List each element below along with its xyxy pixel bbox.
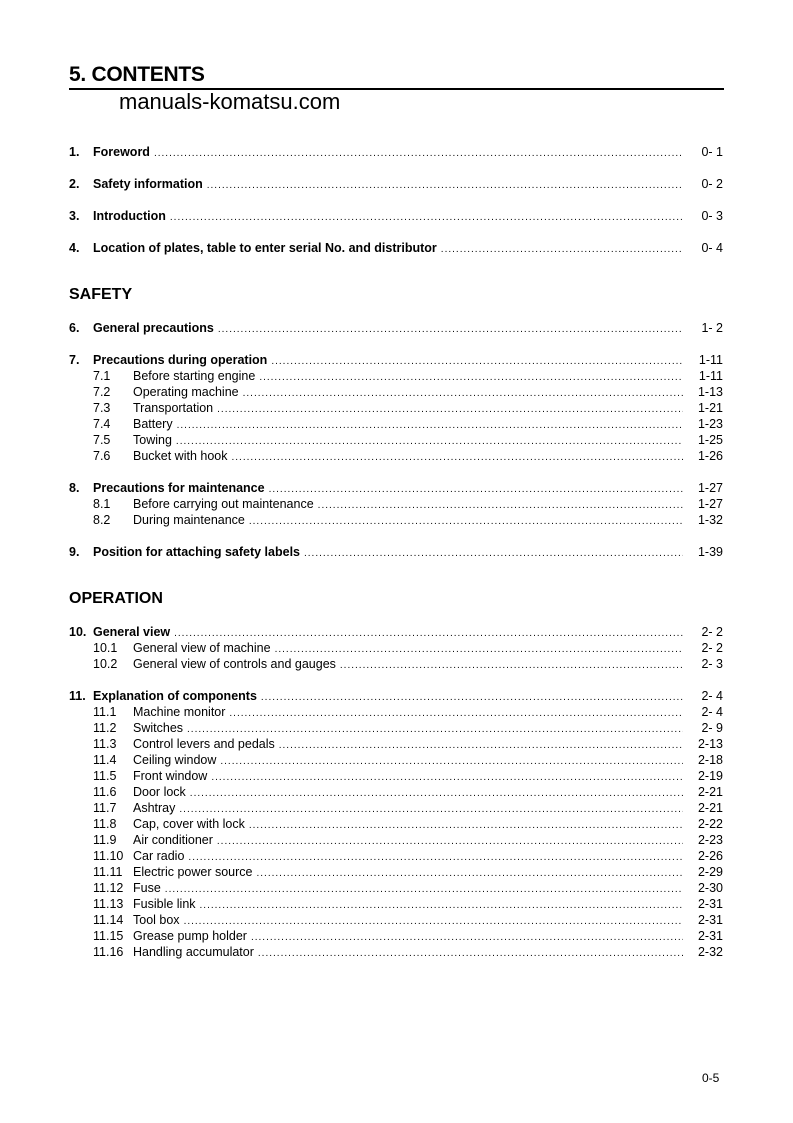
entry-number: 7.2 — [93, 385, 111, 399]
entry-page: 2-31 — [697, 913, 723, 927]
entry-label: Before carrying out maintenance — [133, 497, 314, 511]
entry-label: Precautions during operation — [93, 353, 268, 367]
entry-number: 11.4 — [93, 753, 117, 767]
watermark: manuals-komatsu.com — [119, 89, 341, 114]
entry-page: 2- 9 — [701, 721, 723, 735]
entry-label: Handling accumulator — [133, 945, 254, 959]
toc-subentry[interactable] — [69, 784, 723, 800]
entry-label: Electric power source — [133, 865, 253, 879]
entry-page: 2-26 — [697, 849, 723, 863]
entry-page: 1- 2 — [701, 321, 723, 335]
toc-subentry[interactable] — [69, 864, 723, 880]
toc-subentry[interactable] — [69, 512, 723, 528]
entry-label: Fusible link — [133, 897, 196, 911]
dot-leader — [170, 210, 683, 226]
entry-number: 11.10 — [93, 849, 124, 863]
dot-leader — [258, 946, 683, 962]
entry-number: 7.6 — [93, 449, 111, 463]
toc-subentry[interactable] — [69, 944, 723, 960]
toc-entry-general-precautions[interactable] — [69, 320, 723, 336]
entry-number: 11.3 — [93, 737, 117, 751]
dot-leader — [218, 322, 683, 338]
dot-leader — [207, 178, 683, 194]
entry-number: 8.1 — [93, 497, 111, 511]
toc-entry-introduction[interactable] — [69, 208, 723, 224]
entry-label: Safety information — [93, 177, 203, 191]
toc-entry-precautions-during-operation[interactable] — [69, 352, 723, 368]
entry-page: 0- 1 — [701, 145, 723, 159]
toc-subentry[interactable] — [69, 752, 723, 768]
entry-page: 1-21 — [697, 401, 723, 415]
entry-page: 1-23 — [697, 417, 723, 431]
entry-label: General view of controls and gauges — [133, 657, 336, 671]
entry-number: 11.5 — [93, 769, 117, 783]
entry-label: Ceiling window — [133, 753, 217, 767]
entry-page: 1-27 — [697, 481, 723, 495]
toc-subentry[interactable] — [69, 656, 723, 672]
entry-number: 7.1 — [93, 369, 111, 383]
entry-label: During maintenance — [133, 513, 245, 527]
entry-number: 11.15 — [93, 929, 124, 943]
entry-label: Car radio — [133, 849, 185, 863]
toc-subentry[interactable] — [69, 448, 723, 464]
toc-subentry[interactable] — [69, 416, 723, 432]
entry-number: 11.13 — [93, 897, 124, 911]
entry-number: 11.11 — [93, 865, 123, 879]
entry-label: Operating machine — [133, 385, 239, 399]
entry-page: 2-30 — [697, 881, 723, 895]
entry-number: 4. — [69, 241, 80, 255]
entry-page: 1-11 — [698, 369, 723, 383]
entry-page: 2- 4 — [701, 689, 723, 703]
entry-label: Machine monitor — [133, 705, 226, 719]
dot-leader — [154, 146, 683, 162]
entry-number: 10.1 — [93, 641, 118, 655]
entry-page: 2-21 — [697, 801, 723, 815]
entry-page: 1-11 — [698, 353, 723, 367]
entry-page: 0- 3 — [701, 209, 723, 223]
entry-number: 11.7 — [93, 801, 117, 815]
section-heading-operation: OPERATION — [69, 590, 163, 607]
entry-label: Battery — [133, 417, 173, 431]
footer-page-number: 0-5 — [702, 1071, 720, 1085]
entry-number: 3. — [69, 209, 80, 223]
dot-leader — [340, 658, 683, 674]
toc-subentry[interactable] — [69, 704, 723, 720]
entry-label: Towing — [133, 433, 172, 447]
toc-subentry[interactable] — [69, 768, 723, 784]
entry-page: 1-39 — [697, 545, 723, 559]
entry-page: 2- 2 — [701, 625, 723, 639]
entry-page: 2-21 — [697, 785, 723, 799]
entry-label: General view — [93, 625, 171, 639]
toc-subentry[interactable] — [69, 736, 723, 752]
toc-subentry[interactable] — [69, 816, 723, 832]
entry-page: 2-31 — [697, 929, 723, 943]
entry-page: 2-22 — [697, 817, 723, 831]
entry-page: 1-26 — [697, 449, 723, 463]
entry-number: 9. — [69, 545, 80, 559]
dot-leader — [249, 514, 683, 530]
toc-entry-foreword[interactable] — [69, 144, 723, 160]
entry-label: Bucket with hook — [133, 449, 228, 463]
entry-label: Foreword — [93, 145, 150, 159]
entry-page: 1-25 — [697, 433, 723, 447]
entry-page: 2-23 — [697, 833, 723, 847]
section-heading-safety: SAFETY — [69, 286, 133, 303]
toc-entry-safety-labels[interactable] — [69, 544, 723, 560]
entry-page: 2-13 — [697, 737, 723, 751]
entry-number: 11.2 — [93, 721, 117, 735]
entry-number: 11.9 — [93, 833, 117, 847]
entry-number: 11.14 — [93, 913, 124, 927]
toc-subentry[interactable] — [69, 432, 723, 448]
entry-page: 0- 2 — [701, 177, 723, 191]
dot-leader — [441, 242, 683, 258]
entry-number: 8.2 — [93, 513, 111, 527]
toc-subentry[interactable] — [69, 384, 723, 400]
entry-number: 10.2 — [93, 657, 118, 671]
entry-label: General view of machine — [133, 641, 271, 655]
entry-label: Precautions for maintenance — [93, 481, 265, 495]
entry-label: Control levers and pedals — [133, 737, 275, 751]
entry-page: 2- 3 — [701, 657, 723, 671]
entry-page: 2- 2 — [701, 641, 723, 655]
toc-subentry[interactable] — [69, 928, 723, 944]
entry-number: 1. — [69, 145, 80, 159]
toc-subentry[interactable] — [69, 368, 723, 384]
entry-label: Explanation of components — [93, 689, 257, 703]
toc-subentry[interactable] — [69, 832, 723, 848]
entry-label: Transportation — [133, 401, 214, 415]
entry-page: 2-32 — [697, 945, 723, 959]
entry-label: Grease pump holder — [133, 929, 247, 943]
entry-label: General precautions — [93, 321, 214, 335]
entry-number: 11.1 — [93, 705, 117, 719]
entry-number: 11.8 — [93, 817, 117, 831]
entry-label: Tool box — [133, 913, 180, 927]
toc-subentry[interactable] — [69, 880, 723, 896]
toc-entry-location-of-plates[interactable] — [69, 240, 723, 256]
entry-label: Position for attaching safety labels — [93, 545, 300, 559]
entry-number: 7.3 — [93, 401, 111, 415]
entry-number: 10. — [69, 625, 87, 639]
entry-number: 7.4 — [93, 417, 111, 431]
toc-subentry[interactable] — [69, 800, 723, 816]
toc-entry-safety-information[interactable] — [69, 176, 723, 192]
entry-page: 2-29 — [697, 865, 723, 879]
entry-number: 11.6 — [93, 785, 117, 799]
entry-number: 11.12 — [93, 881, 124, 895]
entry-label: Cap, cover with lock — [133, 817, 245, 831]
entry-number: 11.16 — [93, 945, 124, 959]
entry-page: 1-32 — [697, 513, 723, 527]
entry-label: Door lock — [133, 785, 186, 799]
toc-subentry[interactable] — [69, 896, 723, 912]
entry-page: 1-27 — [697, 497, 723, 511]
toc-subentry[interactable] — [69, 496, 723, 512]
entry-number: 8. — [69, 481, 80, 495]
entry-number: 6. — [69, 321, 80, 335]
toc-subentry[interactable] — [69, 912, 723, 928]
entry-label: Switches — [133, 721, 184, 735]
page-title: 5. CONTENTS — [69, 62, 724, 90]
entry-label: Fuse — [133, 881, 161, 895]
entry-page: 2-19 — [697, 769, 723, 783]
entry-label: Before starting engine — [133, 369, 256, 383]
entry-label: Introduction — [93, 209, 166, 223]
entry-label: Location of plates, table to enter serial No. and distributor — [93, 241, 437, 255]
entry-number: 11. — [69, 689, 86, 703]
dot-leader — [232, 450, 684, 466]
entry-page: 0- 4 — [701, 241, 723, 255]
toc-subentry[interactable] — [69, 640, 723, 656]
entry-page: 2-18 — [697, 753, 723, 767]
entry-label: Ashtray — [133, 801, 176, 815]
toc-entry-precautions-for-maintenance[interactable] — [69, 480, 723, 496]
toc-subentry[interactable] — [69, 720, 723, 736]
entry-number: 2. — [69, 177, 80, 191]
toc-subentry[interactable] — [69, 400, 723, 416]
toc-subentry[interactable] — [69, 848, 723, 864]
entry-label: Front window — [133, 769, 208, 783]
entry-number: 7. — [69, 353, 80, 367]
entry-label: Air conditioner — [133, 833, 213, 847]
entry-page: 2-31 — [697, 897, 723, 911]
toc-entry-general-view[interactable] — [69, 624, 723, 640]
entry-number: 7.5 — [93, 433, 111, 447]
entry-page: 2- 4 — [701, 705, 723, 719]
dot-leader — [304, 546, 683, 562]
entry-page: 1-13 — [697, 385, 723, 399]
toc-entry-explanation-of-components[interactable] — [69, 688, 723, 704]
